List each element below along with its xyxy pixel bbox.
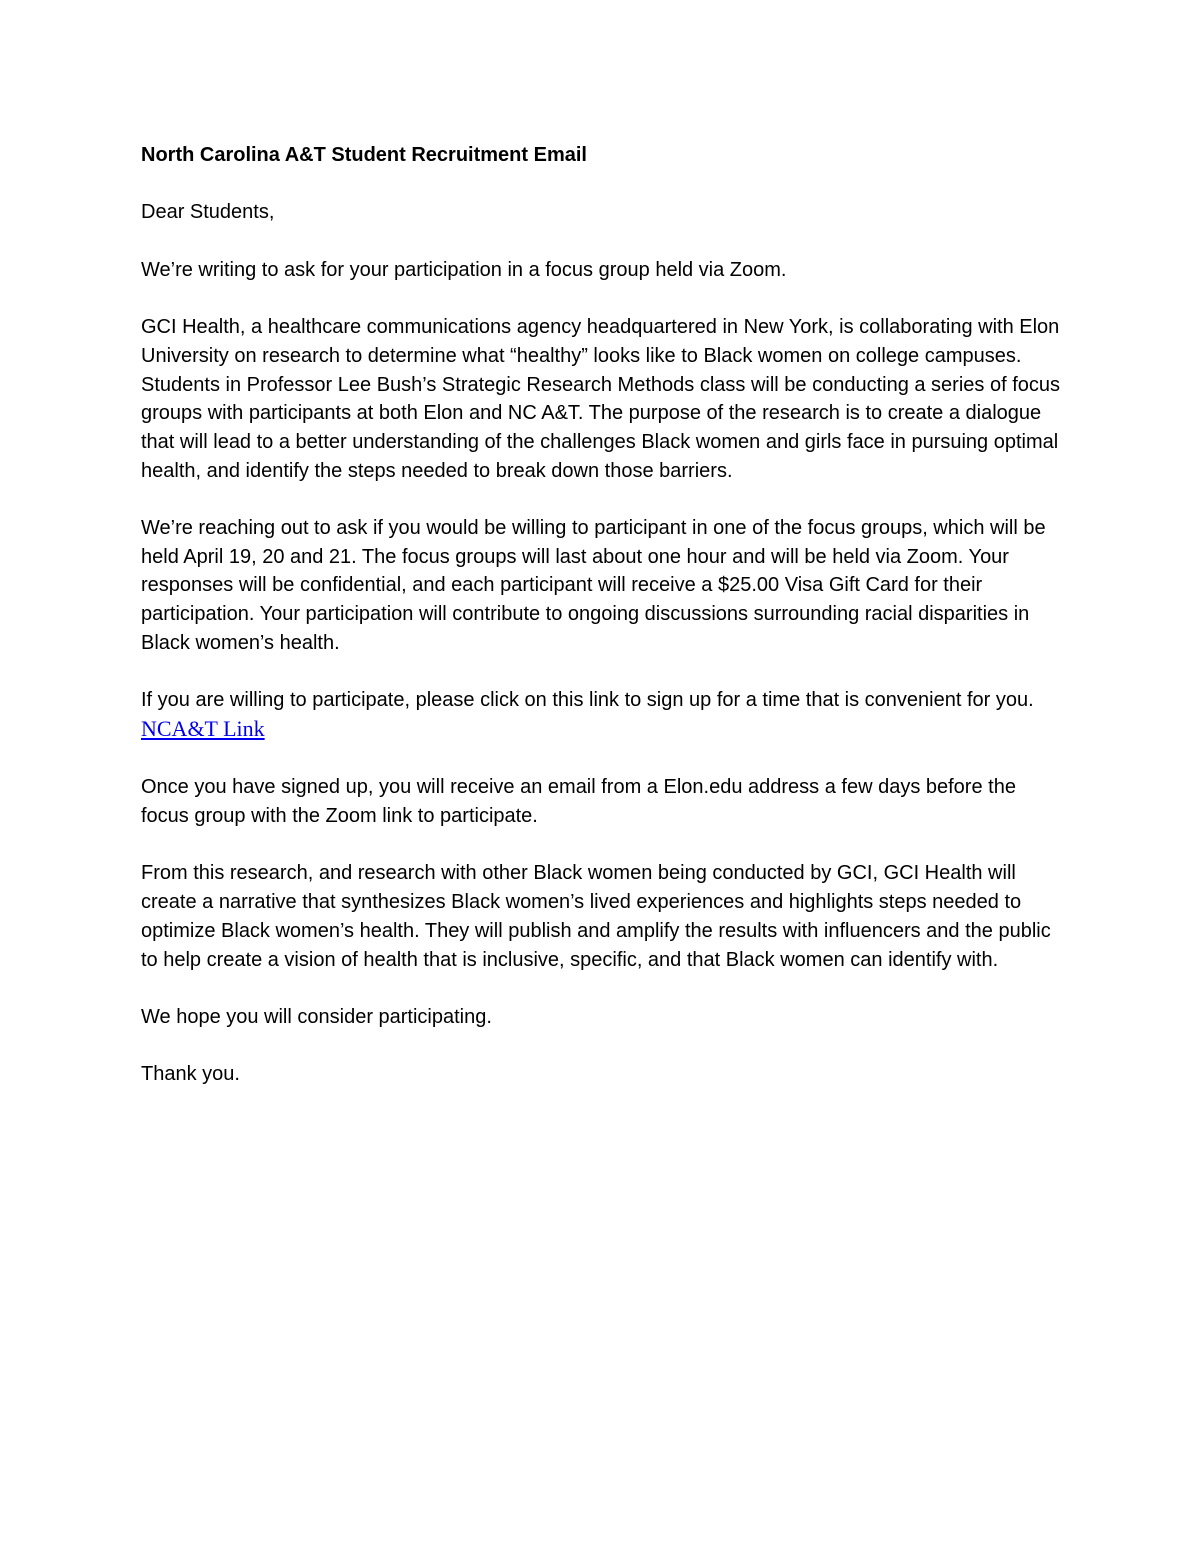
- paragraph-closing: We hope you will consider participating.: [141, 1005, 492, 1028]
- paragraph-details: We’re reaching out to ask if you would be willing to participant in one of the focus groups, which will be held April 19, 20 and 21. The focus groups will last about one hour and will be held via Zoom. Your responses will be confidential, and each participant will receive a $25.00 Visa Gift Card for their participation. Your participation will contribute to ongoing discussions surrounding racial disparities in Black women’s health.: [141, 517, 1046, 654]
- signup-link[interactable]: NCA&T Link: [141, 715, 265, 741]
- paragraph-intro: We’re writing to ask for your participation in a focus group held via Zoom.: [141, 258, 787, 281]
- paragraph-background: GCI Health, a healthcare communications agency headquartered in New York, is collaborating with Elon University on research to determine what “healthy” looks like to Black women on college campuses. Students in Professor Lee Bush’s Strategic Research Methods class will be conducting a series of focus groups with participants at both Elon and NC A&T. The purpose of the research is to create a dialogue that will lead to a better understanding of the challenges Black women and girls face in pursuing optimal health, and identify the steps needed to break down those barriers.: [141, 316, 1060, 482]
- paragraph-signup: [141, 686, 1066, 744]
- email-body: [141, 141, 1066, 1118]
- paragraph-signoff: Thank you.: [141, 1063, 240, 1086]
- paragraph-outcome: From this research, and research with other Black women being conducted by GCI, GCI Health will create a narrative that synthesizes Black women’s lived experiences and highlights steps needed to optimize Black women’s health. They will publish and amplify the results with influencers and the public to help create a vision of health that is inclusive, specific, and that Black women can identify with.: [141, 862, 1051, 971]
- signup-text: If you are willing to participate, please click on this link to sign up for a time that is convenient for you.: [141, 689, 1034, 712]
- greeting: Dear Students,: [141, 201, 275, 224]
- paragraph-followup: Once you have signed up, you will receive an email from a Elon.edu address a few days before the focus group with the Zoom link to participate.: [141, 776, 1016, 828]
- document-title: North Carolina A&T Student Recruitment Email: [141, 144, 587, 166]
